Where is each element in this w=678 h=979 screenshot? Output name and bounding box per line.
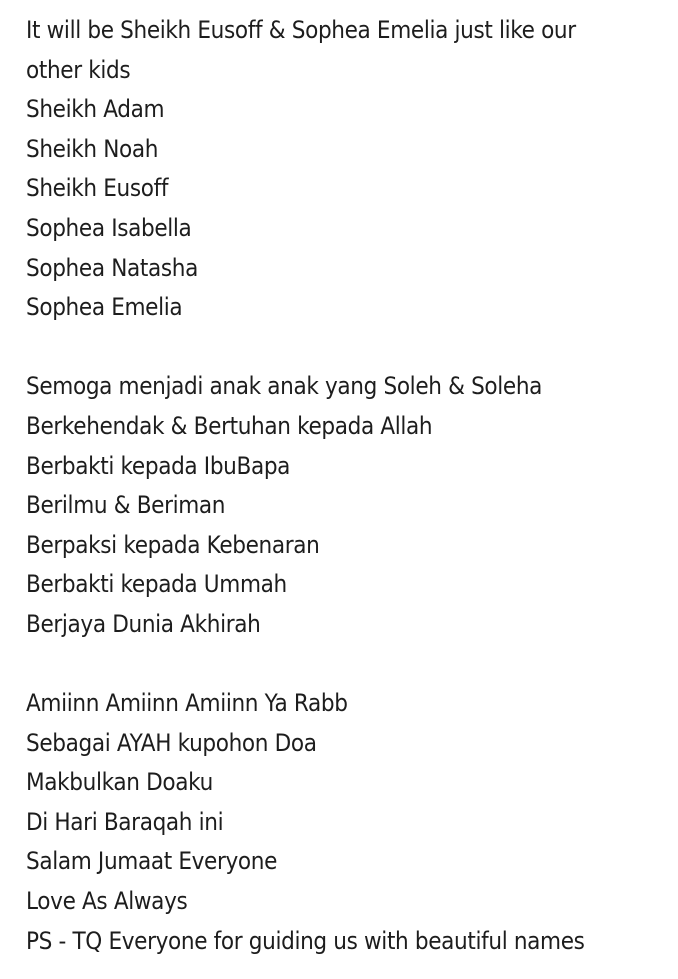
kid-name: Sophea Isabella xyxy=(26,213,192,242)
kid-name: Sheikh Adam xyxy=(26,95,165,124)
prayer-line: Berkehendak & Bertuhan kepada Allah xyxy=(26,411,433,440)
closing-list xyxy=(26,684,602,961)
closing-line: Di Hari Baraqah ini xyxy=(26,807,224,836)
prayer-list xyxy=(26,367,602,644)
closing-line: Love As Always xyxy=(26,887,188,916)
paragraph-gap xyxy=(26,328,602,368)
closing-line: Salam Jumaat Everyone xyxy=(26,847,278,876)
kid-name: Sophea Natasha xyxy=(26,253,198,282)
prayer-line: Berilmu & Beriman xyxy=(26,491,226,520)
kid-name: Sheikh Eusoff xyxy=(26,174,169,203)
prayer-line: Berpaksi kepada Kebenaran xyxy=(26,530,320,559)
prayer-line: Semoga menjadi anak anak yang Soleh & Soleha xyxy=(26,372,543,401)
kid-name: Sophea Emelia xyxy=(26,293,183,322)
closing-line: PS - TQ Everyone for guiding us with beautiful names xyxy=(26,926,585,955)
closing-line: Amiinn Amiinn Amiinn Ya Rabb xyxy=(26,689,348,718)
closing-line: Makbulkan Doaku xyxy=(26,768,213,797)
closing-line: Sebagai AYAH kupohon Doa xyxy=(26,728,317,757)
post-body xyxy=(26,11,602,961)
prayer-line: Berbakti kepada Ummah xyxy=(26,570,287,599)
prayer-line: Berjaya Dunia Akhirah xyxy=(26,609,261,638)
prayer-line: Berbakti kepada IbuBapa xyxy=(26,451,291,480)
kid-name: Sheikh Noah xyxy=(26,134,159,163)
kids-list xyxy=(26,90,602,328)
paragraph-gap xyxy=(26,645,602,685)
intro-text: It will be Sheikh Eusoff & Sophea Emelia just like our other kids xyxy=(26,16,576,84)
